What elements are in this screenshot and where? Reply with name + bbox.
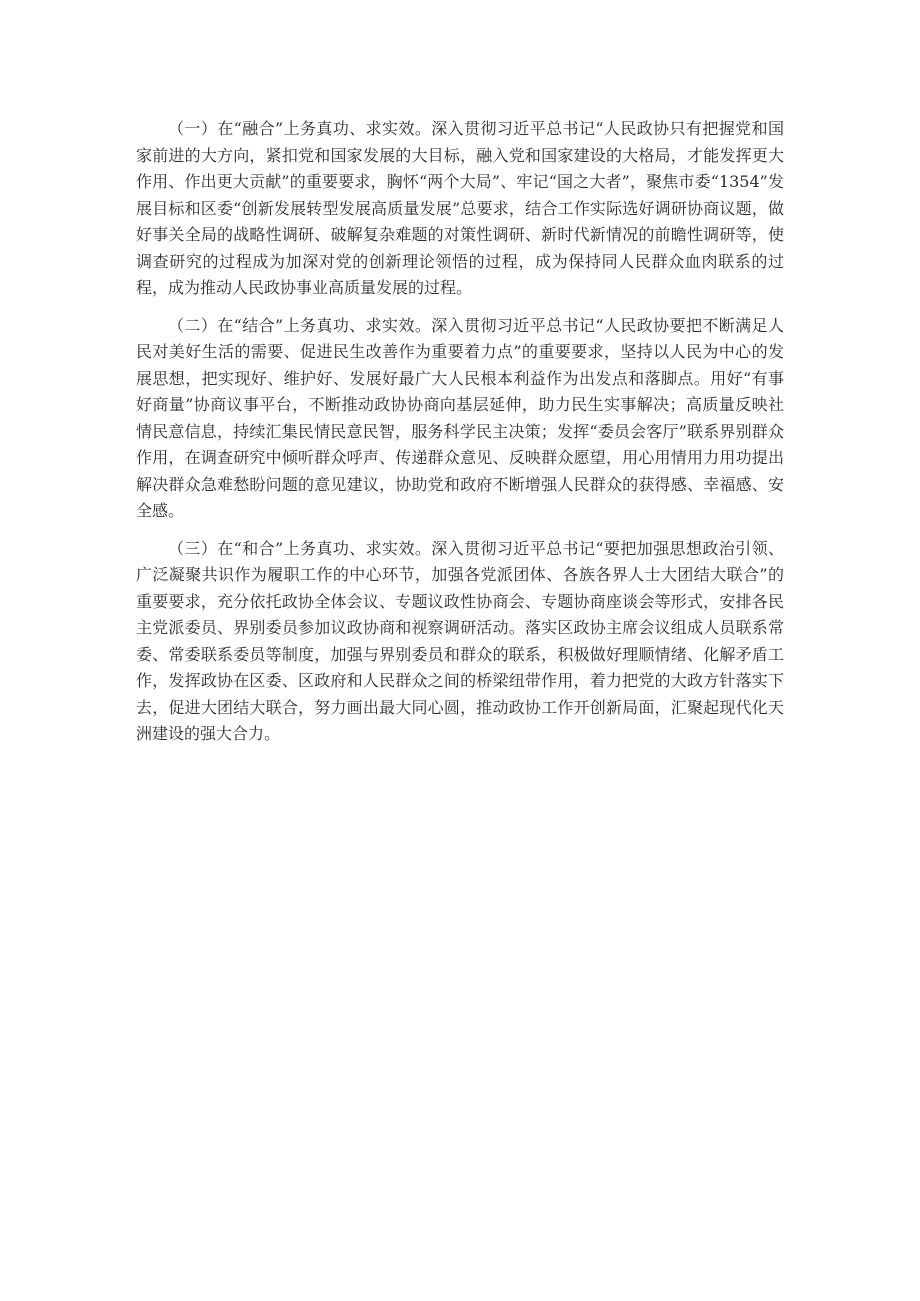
paragraph-ronghe: （一）在“融合”上务真功、求实效。深入贯彻习近平总书记“人民政协只有把握党和国家前进的大方向，紧扣党和国家发展的大目标，融入党和国家建设的大格局，才能发挥更大作用、作出更大贡献”的重要要求，胸怀“两个大局”、牢记“国之大者”，聚焦市委“1354”发展目标和区委“创新发展转型发展高质量发展”总要求，结合工作实际选好调研协商议题，做好事关全局的战略性调研、破解复杂难题的对策性调研、新时代新情况的前瞻性调研等，使调查研究的过程成为加深对党的创新理论领悟的过程，成为保持同人民群众血肉联系的过程，成为推动人民政协事业高质量发展的过程。 bbox=[136, 119, 784, 297]
paragraph-jiehe: （二）在“结合”上务真功、求实效。深入贯彻习近平总书记“人民政协要把不断满足人民对美好生活的需要、促进民生改善作为重要着力点”的重要要求，坚持以人民为中心的发展思想，把实现好、维护好、发展好最广大人民根本利益作为出发点和落脚点。用好“有事好商量”协商议事平台，不断推动政协协商向基层延伸，助力民生实事解决；高质量反映社情民意信息，持续汇集民情民意民智，服务科学民主决策；发挥“委员会客厅”联系界别群众作用，在调查研究中倾听群众呼声、传递群众意见、反映群众愿望，用心用情用力用功提出解决群众急难愁盼问题的意见建议，协助党和政府不断增强人民群众的获得感、幸福感、安全感。 bbox=[136, 315, 784, 520]
document-body bbox=[136, 116, 784, 759]
paragraph-hehe: （三）在“和合”上务真功、求实效。深入贯彻习近平总书记“要把加强思想政治引领、广泛凝聚共识作为履职工作的中心环节，加强各党派团体、各族各界人士大团结大联合”的重要要求，充分依托政协全体会议、专题议政性协商会、专题协商座谈会等形式，安排各民主党派委员、界别委员参加议政协商和视察调研活动。落实区政协主席会议组成人员联系常委、常委联系委员等制度，加强与界别委员和群众的联系，积极做好理顺情绪、化解矛盾工作，发挥政协在区委、区政府和人民群众之间的桥梁纽带作用，着力把党的大政方针落实下去，促进大团结大联合，努力画出最大同心圆，推动政协工作开创新局面，汇聚起现代化天洲建设的强大合力。 bbox=[136, 538, 784, 743]
